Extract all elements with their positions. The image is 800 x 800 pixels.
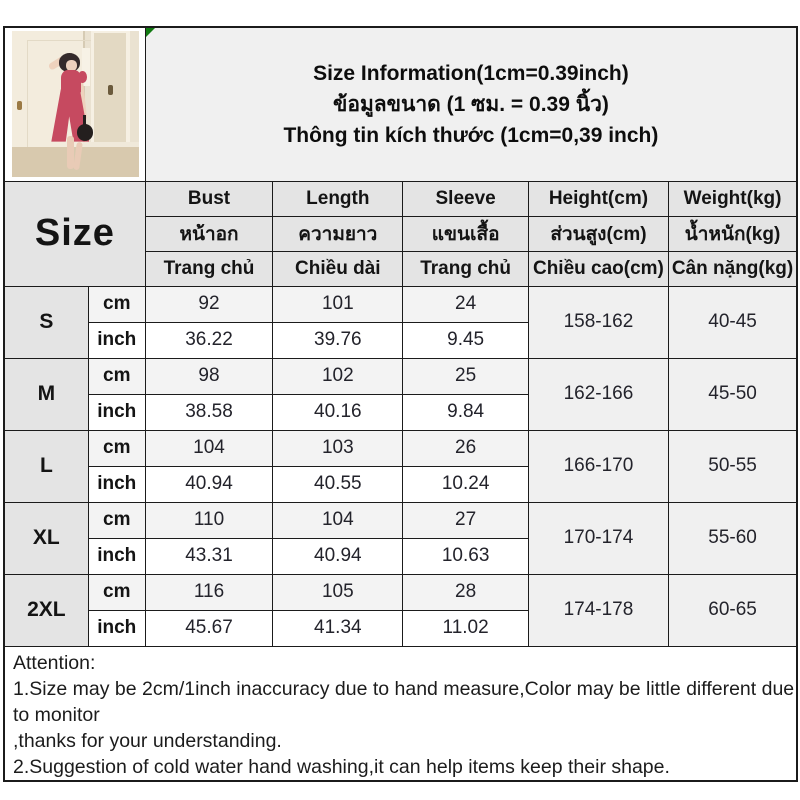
height-range: 162-166 [528,358,668,430]
handbag [77,124,93,141]
sleeve-cm: 27 [403,502,528,538]
sleeve-inch: 9.84 [403,394,528,430]
height-range: 158-162 [528,286,668,358]
length-cm: 104 [273,502,403,538]
size-header: Size [4,181,145,286]
height-range: 170-174 [528,502,668,574]
sleeve-cm: 25 [403,358,528,394]
col-weight-vi: Cân nặng(kg) [669,251,797,286]
sleeve-inch: 10.63 [403,538,528,574]
size-label-s: S [4,286,88,358]
table-row [4,574,797,610]
title-vietnamese: Thông tin kích thước (1cm=0,39 inch) [283,123,659,147]
weight-range: 45-50 [669,358,797,430]
col-weight-en: Weight(kg) [669,181,797,216]
bust-inch: 36.22 [145,322,272,358]
attention-line-3: 2.Suggestion of cold water hand washing,it can help items keep their shape. [13,755,670,778]
col-sleeve-th: แขนเสื้อ [403,216,528,251]
unit-cm: cm [88,502,145,538]
size-label-m: M [4,358,88,430]
col-length-en: Length [273,181,403,216]
table-row [4,286,797,322]
unit-cm: cm [88,286,145,322]
title-english: Size Information(1cm=0.39inch) [313,61,629,85]
door-lock-plate [108,85,113,95]
bust-cm: 104 [145,430,272,466]
title-thai: ข้อมูลขนาด (1 ซม. = 0.39 นิ้ว) [332,92,609,116]
product-photo [12,31,139,177]
col-sleeve-vi: Trang chủ [403,251,528,286]
length-inch: 41.34 [273,610,403,646]
col-bust-th: หน้าอก [145,216,272,251]
size-label-l: L [4,430,88,502]
bust-cm: 116 [145,574,272,610]
unit-cm: cm [88,358,145,394]
size-chart-panel [3,26,798,782]
unit-cm: cm [88,430,145,466]
unit-inch: inch [88,610,145,646]
table-row [4,358,797,394]
bust-inch: 43.31 [145,538,272,574]
cell-corner-marker-icon [146,28,155,37]
weight-range: 50-55 [669,430,797,502]
sleeve-inch: 9.45 [403,322,528,358]
unit-inch: inch [88,466,145,502]
bust-cm: 92 [145,286,272,322]
weight-range: 55-60 [669,502,797,574]
height-range: 174-178 [528,574,668,646]
height-range: 166-170 [528,430,668,502]
attention-heading: Attention: [13,651,96,674]
sleeve-cm: 26 [403,430,528,466]
col-bust-en: Bust [145,181,272,216]
bust-cm: 98 [145,358,272,394]
length-inch: 40.16 [273,394,403,430]
unit-inch: inch [88,538,145,574]
bust-inch: 40.94 [145,466,272,502]
weight-range: 40-45 [669,286,797,358]
length-cm: 101 [273,286,403,322]
sleeve-inch: 10.24 [403,466,528,502]
size-label-xl: XL [4,502,88,574]
bust-inch: 45.67 [145,610,272,646]
table-row [4,430,797,466]
col-length-vi: Chiều dài [273,251,403,286]
model-leg [67,136,74,169]
length-inch: 39.76 [273,322,403,358]
col-sleeve-en: Sleeve [403,181,528,216]
unit-cm: cm [88,574,145,610]
attention-line-2: ,thanks for your understanding. [13,729,282,752]
length-cm: 103 [273,430,403,466]
table-row [4,502,797,538]
length-inch: 40.94 [273,538,403,574]
col-weight-th: น้ำหนัก(kg) [669,216,797,251]
col-height-vi: Chiều cao(cm) [528,251,668,286]
sleeve-cm: 28 [403,574,528,610]
col-length-th: ความยาว [273,216,403,251]
bust-cm: 110 [145,502,272,538]
col-bust-vi: Trang chủ [145,251,272,286]
col-height-en: Height(cm) [528,181,668,216]
bust-inch: 38.58 [145,394,272,430]
col-height-th: ส่วนสูง(cm) [528,216,668,251]
attention-section [4,646,797,781]
sleeve-inch: 11.02 [403,610,528,646]
product-photo-cell [4,27,145,181]
weight-range: 60-65 [669,574,797,646]
title-cell [145,27,797,181]
size-label-2xl: 2XL [4,574,88,646]
dress-sleeve [78,71,87,83]
size-table [3,26,798,782]
unit-inch: inch [88,322,145,358]
attention-line-1: 1.Size may be 2cm/1inch inaccuracy due to hand measure,Color may be little different due to monitor [13,677,795,726]
length-inch: 40.55 [273,466,403,502]
length-cm: 102 [273,358,403,394]
length-cm: 105 [273,574,403,610]
unit-inch: inch [88,394,145,430]
door-hinge [17,101,22,110]
sleeve-cm: 24 [403,286,528,322]
